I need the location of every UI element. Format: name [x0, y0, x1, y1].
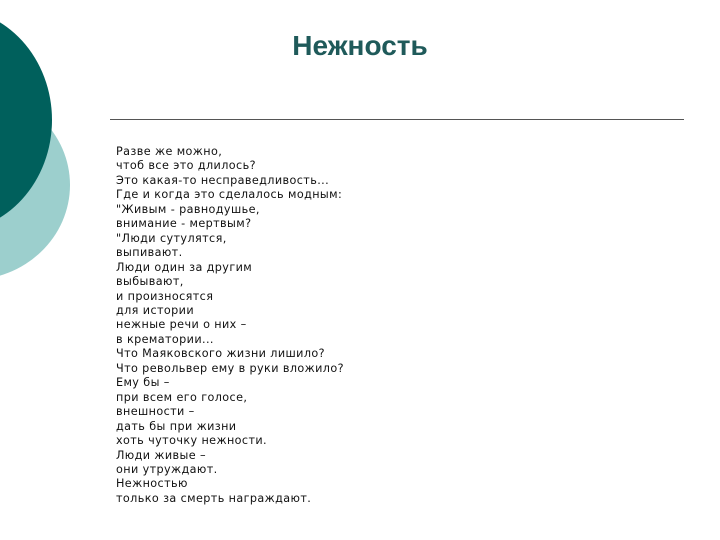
poem-line: Где и когда это сделалось модным:: [116, 188, 343, 202]
poem-line: выбывают,: [116, 275, 184, 289]
poem-line: хоть чуточку нежности.: [116, 434, 267, 448]
poem-line: Нежностью: [116, 477, 188, 491]
poem-line: Ему бы –: [116, 376, 170, 390]
poem-line: Разве же можно,: [116, 145, 223, 158]
poem-line: Люди живые –: [116, 448, 207, 462]
poem-text: [116, 145, 344, 506]
poem-line: выпивают.: [116, 246, 183, 260]
poem-line: при всем его голосе,: [116, 390, 248, 404]
poem-line: Что револьвер ему в руки вложило?: [116, 361, 344, 375]
poem-line: в крематории...: [116, 332, 214, 346]
poem-line: внешности –: [116, 405, 195, 419]
decorative-circles: [0, 0, 80, 300]
poem-line: внимание - мертвым?: [116, 217, 252, 231]
poem-line: дать бы при жизни: [116, 419, 237, 433]
slide-title: Нежность: [292, 30, 428, 61]
title-divider: [110, 119, 684, 120]
poem-line: нежные речи о них –: [116, 318, 247, 332]
poem-line: и произносятся: [116, 289, 214, 303]
poem-line: чтоб все это длилось?: [116, 159, 256, 173]
poem-line: они утруждают.: [116, 462, 218, 476]
poem-line: Люди один за другим: [116, 260, 253, 274]
poem-line: для истории: [116, 303, 194, 317]
poem-line: "Живым - равнодушье,: [116, 202, 260, 216]
poem-line: "Люди сутулятся,: [116, 231, 227, 245]
poem-line: Это какая-то несправедливость...: [116, 173, 330, 187]
poem-line: Что Маяковского жизни лишило?: [116, 347, 325, 361]
poem-line: только за смерть награждают.: [116, 491, 312, 505]
